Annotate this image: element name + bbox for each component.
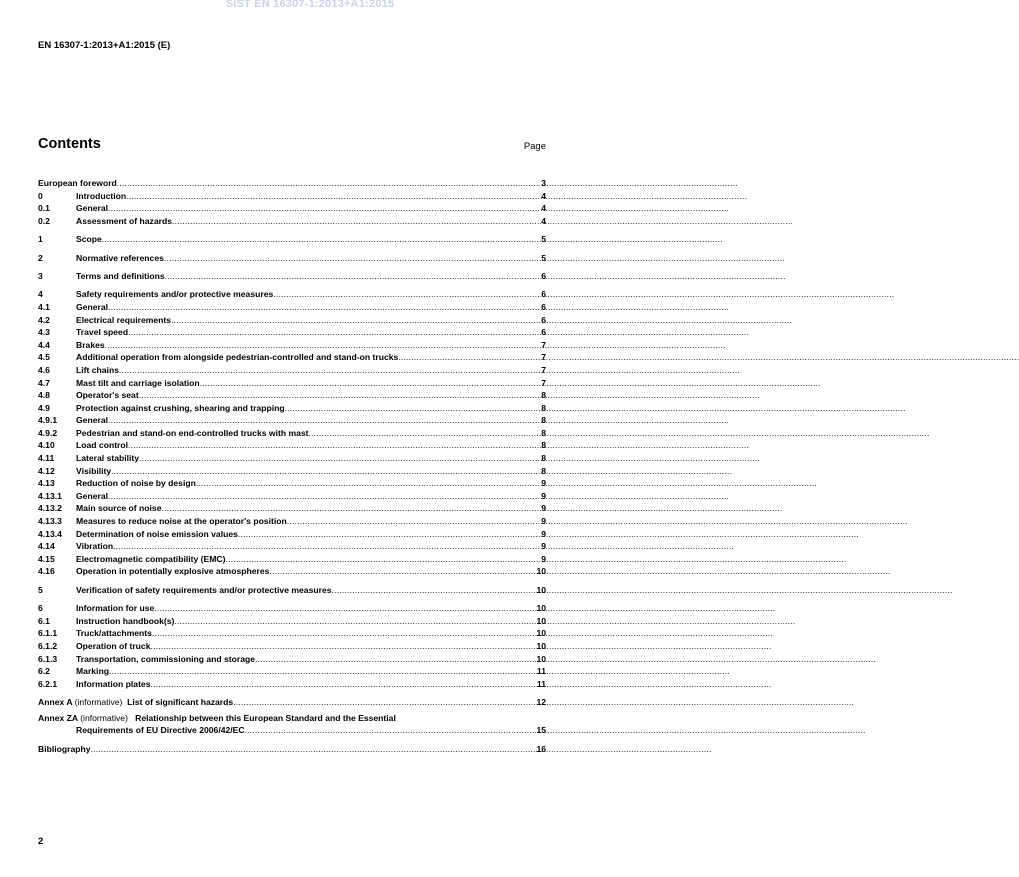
toc-entry-number: 6.1.1 (38, 628, 58, 639)
toc-entry[interactable] (38, 339, 546, 352)
toc-entry[interactable] (38, 377, 546, 390)
toc-entry-title: General (76, 415, 109, 426)
toc-entry-number: 4.10 (38, 440, 55, 451)
toc-entry-page: 7 (541, 377, 546, 388)
toc-entry-number: 0.2 (38, 215, 50, 226)
toc-entry-number: 4.15 (38, 553, 55, 564)
toc-entry-page: 11 (536, 678, 546, 689)
toc-entry-page: 5 (541, 252, 546, 263)
toc-entry-page: 6 (541, 327, 546, 338)
toc-entry-number: 6.1.2 (38, 640, 58, 651)
toc-entry-page: 10 (536, 615, 546, 626)
annex-label: Annex ZA (38, 712, 78, 723)
toc-entry-page: 7 (541, 352, 546, 363)
toc-entry-page: 9 (541, 490, 546, 501)
toc-entry-number: 2 (38, 252, 43, 263)
toc-entry-number: 4.16 (38, 566, 55, 577)
toc-entry-page: 3 (541, 178, 546, 188)
toc-entry[interactable] (38, 351, 546, 364)
toc-entry-page: 10 (536, 628, 546, 639)
toc-entry[interactable] (38, 389, 546, 402)
toc-entry-number: 4.5 (38, 352, 50, 363)
toc-entry-page: 6 (541, 314, 546, 325)
toc-entry-title: Introduction (76, 190, 127, 201)
toc-entry-page: 7 (541, 364, 546, 375)
toc-entry-page: 7 (541, 339, 546, 350)
toc-entry-number: 6 (38, 603, 43, 614)
toc-entry-page: 10 (536, 584, 546, 595)
toc-entry-page: 16 (536, 743, 546, 754)
toc-entry[interactable] (38, 326, 546, 339)
toc-entry-title: Visibility (76, 465, 112, 476)
toc-entry-page: 8 (541, 440, 546, 451)
toc-entry-page: 9 (541, 541, 546, 552)
annex-title-line1: Relationship between this European Standard and the Essential (135, 712, 396, 723)
toc-entry[interactable] (38, 465, 546, 478)
toc-entry-title: Bibliography (38, 743, 91, 754)
toc-entry[interactable] (38, 653, 546, 666)
toc-entry-page: 6 (541, 270, 546, 281)
toc-entry[interactable] (38, 364, 546, 377)
toc-entry-page: 10 (536, 640, 546, 651)
toc-entry-number: 1 (38, 234, 43, 245)
toc-entry-title: Truck/attachments (76, 628, 152, 639)
toc-entry-number: 4.14 (38, 541, 55, 552)
toc-entry-number: 6.2 (38, 666, 50, 677)
toc-entry[interactable] (38, 190, 546, 203)
toc-entry-title: Lift chains (76, 364, 119, 375)
toc-entry[interactable] (38, 252, 546, 265)
toc-entry-page: 8 (541, 465, 546, 476)
toc-entry-number: 4.7 (38, 377, 50, 388)
toc-entry-page: 5 (541, 234, 546, 245)
toc-entry-number: 4.13.1 (38, 490, 62, 501)
toc-entry-title: Additional operation from alongside pedestrian-controlled and stand-on trucks (76, 352, 399, 363)
toc-entry-title: Scope (76, 234, 102, 245)
toc-entry-number: 3 (38, 270, 43, 281)
toc-entry-page: 12 (536, 697, 546, 708)
contents-heading: Contents (38, 136, 101, 152)
toc-entry-page: 8 (541, 453, 546, 464)
toc-entry-title: Measures to reduce noise at the operator's position (76, 516, 287, 527)
toc-entry[interactable] (38, 177, 546, 190)
toc-entry[interactable] (38, 477, 546, 490)
toc-entry-page: 4 (541, 190, 546, 201)
toc-entry[interactable] (38, 640, 546, 653)
toc-entry-annex-a[interactable] (38, 696, 546, 709)
toc-entry-title: Information for use (76, 603, 155, 614)
toc-entry-number: 4.4 (38, 339, 50, 350)
toc-entry-page: 10 (536, 653, 546, 664)
toc-entry[interactable] (38, 627, 546, 640)
toc-entry[interactable] (38, 215, 546, 228)
toc-entry-page: 9 (541, 516, 546, 527)
toc-entry-number: 4.13.3 (38, 516, 62, 527)
toc-entry-page: 6 (541, 301, 546, 312)
toc-entry[interactable] (38, 314, 546, 327)
toc-entry[interactable] (38, 602, 546, 615)
toc-entry[interactable] (38, 427, 546, 440)
document-id: EN 16307-1:2013+A1:2015 (E) (38, 40, 171, 51)
toc-entry[interactable] (38, 202, 546, 215)
toc-entry-title: Load control (76, 440, 129, 451)
toc-entry-title: Brakes (76, 339, 105, 350)
toc-entry-page: 15 (536, 725, 546, 736)
annex-informative: (informative) (80, 712, 128, 723)
toc-entry-title: Pedestrian and stand-on end-controlled trucks with mast (76, 427, 309, 438)
toc-entry[interactable] (38, 540, 546, 553)
page-number: 2 (38, 836, 44, 847)
toc-entry[interactable] (38, 439, 546, 452)
toc-entry[interactable] (38, 553, 546, 566)
toc-entry-page: 9 (541, 478, 546, 489)
toc-entry-title: Instruction handbook(s) (76, 615, 175, 626)
toc-entry-number: 4.12 (38, 465, 55, 476)
annex-title-line2: Requirements of EU Directive 2006/42/EC (76, 725, 245, 736)
toc-entry-number: 4.3 (38, 327, 50, 338)
toc-entry[interactable] (38, 270, 546, 283)
annex-title: List of significant hazards (127, 697, 234, 708)
toc-entry[interactable] (38, 584, 546, 597)
toc-entry-number: 5 (38, 584, 43, 595)
toc-entry[interactable] (38, 452, 546, 465)
toc-entry-number: 4.9 (38, 402, 50, 413)
toc-entry-title: Determination of noise emission values (76, 528, 238, 539)
annex-informative: (informative) (74, 697, 123, 708)
toc-entry-number: 4.13.2 (38, 503, 62, 514)
toc-entry-page: 4 (541, 203, 546, 214)
toc-entry-title: General (76, 490, 109, 501)
page-column-label: Page (523, 141, 546, 152)
toc-entry-number: 4.6 (38, 364, 50, 375)
toc-entry-number: 0 (38, 190, 43, 201)
toc-entry-number: 4.13 (38, 478, 55, 489)
toc-entry-number: 4 (38, 289, 43, 300)
toc-entry[interactable] (38, 301, 546, 314)
toc-entry[interactable] (38, 565, 546, 578)
toc-entry-title: General (76, 301, 109, 312)
toc-entry[interactable] (38, 502, 546, 515)
toc-entry-title: Operation in potentially explosive atmospheres (76, 566, 270, 577)
toc-entry-title: Main source of noise (76, 503, 162, 514)
toc-entry-number: 4.2 (38, 314, 50, 325)
table-of-contents (38, 177, 546, 755)
toc-entry-title: Operator's seat (76, 390, 139, 401)
toc-entry[interactable] (38, 515, 546, 528)
toc-entry-page: 8 (541, 427, 546, 438)
toc-entry-title: Protection against crushing, shearing and trapping (76, 402, 285, 413)
toc-entry-title: European foreword (38, 178, 117, 188)
toc-entry-page: 6 (541, 289, 546, 300)
toc-entry-title: Information plates (76, 678, 151, 689)
toc-entry-number: 6.1.3 (38, 653, 58, 664)
toc-entry-number: 4.13.4 (38, 528, 62, 539)
toc-entry-page: 4 (541, 215, 546, 226)
toc-entry-page: 8 (541, 415, 546, 426)
toc-entry-title: Normative references (76, 252, 164, 263)
toc-entry-title: Operation of truck (76, 640, 151, 651)
toc-entry[interactable] (38, 288, 546, 301)
toc-entry[interactable] (38, 490, 546, 503)
toc-entry-title: Lateral stability (76, 453, 140, 464)
toc-entry-number: 6.2.1 (38, 678, 58, 689)
toc-entry-title: Verification of safety requirements and/or protective measures (76, 584, 332, 595)
toc-entry-number: 6.1 (38, 615, 50, 626)
toc-entry-title: Travel speed (76, 327, 129, 338)
toc-entry[interactable] (38, 615, 546, 628)
toc-entry-number: 4.8 (38, 390, 50, 401)
toc-entry-number: 4.9.2 (38, 427, 58, 438)
toc-entry-title: Electrical requirements (76, 314, 172, 325)
toc-entry[interactable] (38, 414, 546, 427)
toc-entry-number: 4.1 (38, 301, 50, 312)
toc-entry-title: General (76, 203, 109, 214)
toc-entry-number: 4.9.1 (38, 415, 58, 426)
toc-entry[interactable] (38, 402, 546, 415)
toc-entry-title: Electromagnetic compatibility (EMC) (76, 553, 226, 564)
toc-entry[interactable] (38, 528, 546, 541)
toc-entry-page: 10 (536, 603, 546, 614)
toc-entry-annex-za[interactable] (38, 712, 546, 737)
toc-entry-page: 9 (541, 503, 546, 514)
toc-entry-title: Safety requirements and/or protective measures (76, 289, 274, 300)
toc-entry-page: 10 (536, 566, 546, 577)
toc-entry-page: 11 (536, 666, 546, 677)
toc-entry[interactable] (38, 233, 546, 246)
toc-entry-number: 0.1 (38, 203, 50, 214)
toc-entry[interactable] (38, 678, 546, 691)
toc-entry-title: Assessment of hazards (76, 215, 172, 226)
toc-entry-title: Terms and definitions (76, 270, 165, 281)
toc-entry[interactable] (38, 665, 546, 678)
toc-entry-page: 8 (541, 390, 546, 401)
toc-entry-title: Marking (76, 666, 109, 677)
annex-label: Annex A (38, 697, 73, 708)
toc-entry-bibliography[interactable] (38, 743, 546, 756)
toc-entry-page: 9 (541, 528, 546, 539)
toc-entry-title: Mast tilt and carriage isolation (76, 377, 200, 388)
toc-entry-title: Reduction of noise by design (76, 478, 196, 489)
toc-entry-number: 4.11 (38, 453, 55, 464)
toc-entry-page: 8 (541, 402, 546, 413)
watermark: SIST EN 16307-1:2013+A1:2015 (225, 0, 395, 10)
toc-entry-page: 9 (541, 553, 546, 564)
toc-entry-title: Transportation, commissioning and storage (76, 653, 256, 664)
toc-entry-title: Vibration (76, 541, 114, 552)
